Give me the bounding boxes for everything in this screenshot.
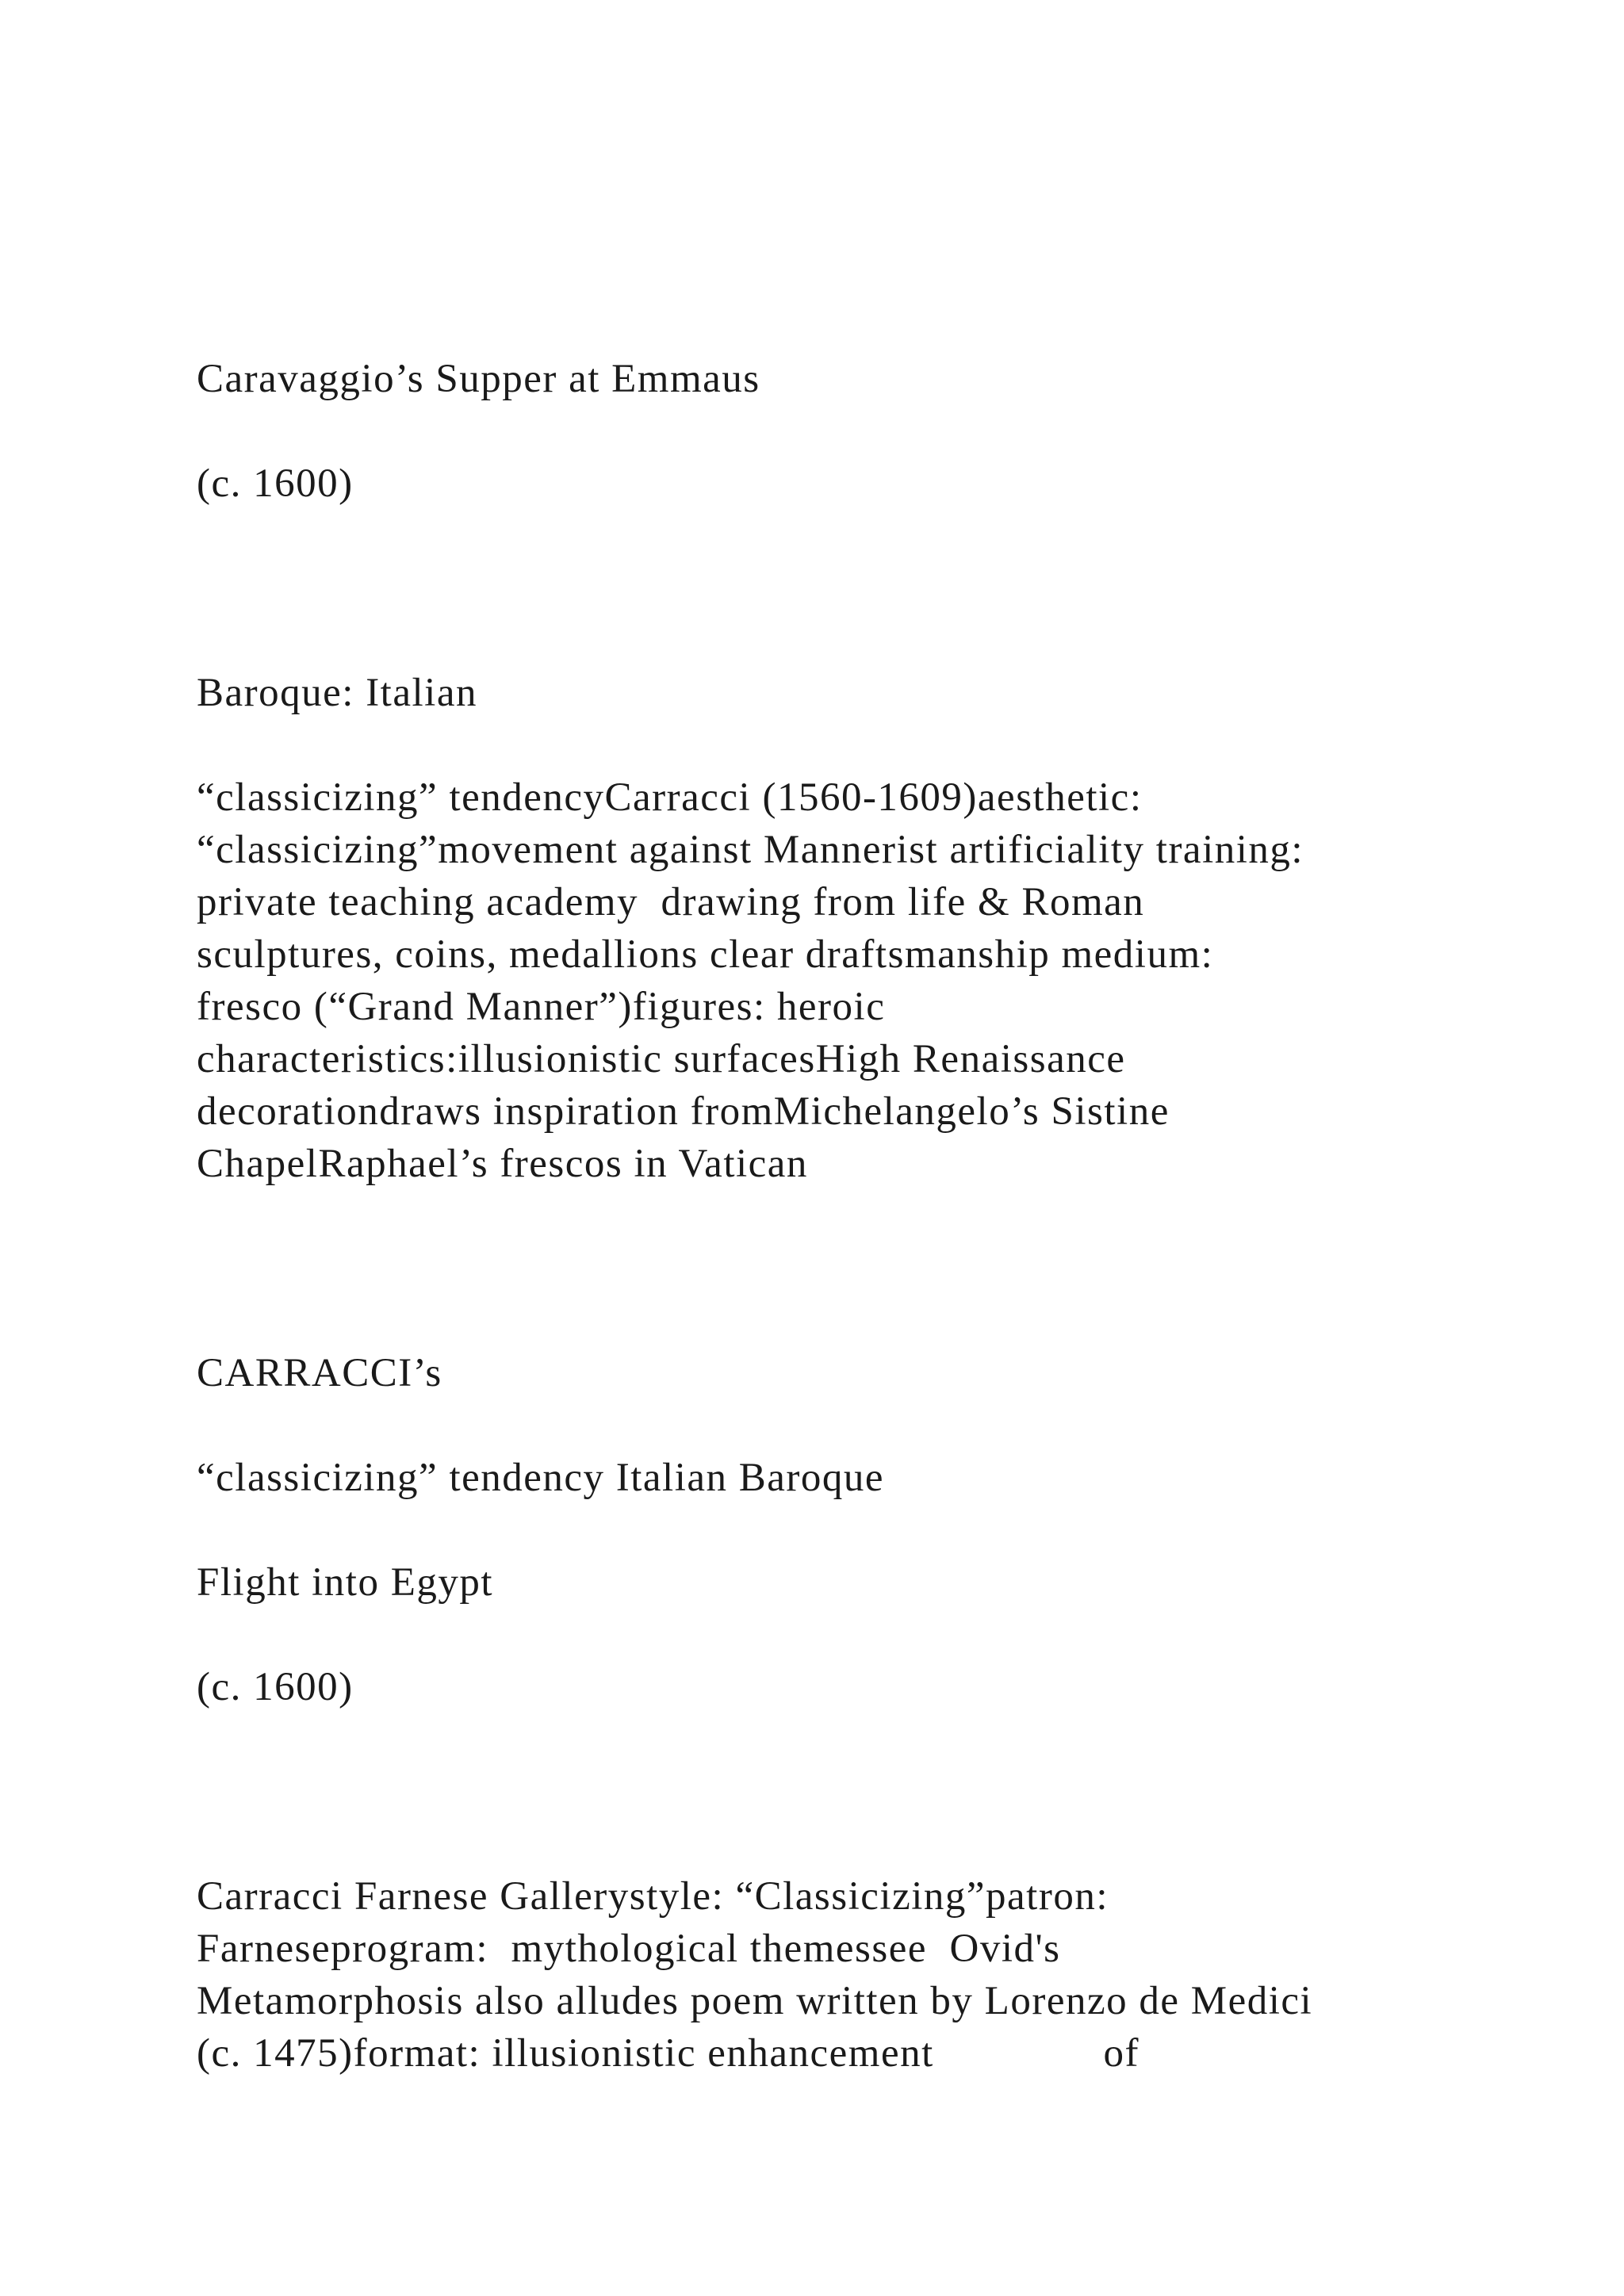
- paragraph-line: “classicizing” tendencyCarracci (1560-1609)aesthetic:: [197, 775, 1143, 820]
- date-label: (c. 1600): [197, 461, 354, 506]
- section-heading: Baroque: Italian: [197, 671, 477, 715]
- paragraph-line: Metamorphosis also alludes poem written by Lorenzo de Medici: [197, 1979, 1313, 2023]
- paragraph-line: decorationdraws inspiration fromMichelangelo’s Sistine: [197, 1089, 1170, 1134]
- work-title: Flight into Egypt: [197, 1560, 494, 1605]
- paragraph-line: Carracci Farnese Gallerystyle: “Classicizing”patron:: [197, 1874, 1109, 1919]
- paragraph-line: “classicizing”movement against Mannerist artificiality training:: [197, 828, 1304, 872]
- paragraph-line: sculptures, coins, medallions clear draftsmanship medium:: [197, 932, 1214, 977]
- paragraph-line: fresco (“Grand Manner”)figures: heroic: [197, 985, 886, 1029]
- section-subheading: “classicizing” tendency Italian Baroque: [197, 1456, 885, 1500]
- document-title: Caravaggio’s Supper at Emmaus: [197, 357, 760, 401]
- paragraph-line: characteristics:illusionistic surfacesHigh Renaissance: [197, 1037, 1126, 1081]
- section-heading: CARRACCI’s: [197, 1351, 442, 1395]
- paragraph-line: private teaching academy drawing from life & Roman: [197, 880, 1145, 924]
- paragraph-line: ChapelRaphael’s frescos in Vatican: [197, 1142, 808, 1186]
- date-label: (c. 1600): [197, 1665, 354, 1709]
- paragraph-line: Farneseprogram: mythological themessee Ovid's: [197, 1927, 1061, 1971]
- paragraph-line: (c. 1475)format: illusionistic enhancement of: [197, 2031, 1139, 2076]
